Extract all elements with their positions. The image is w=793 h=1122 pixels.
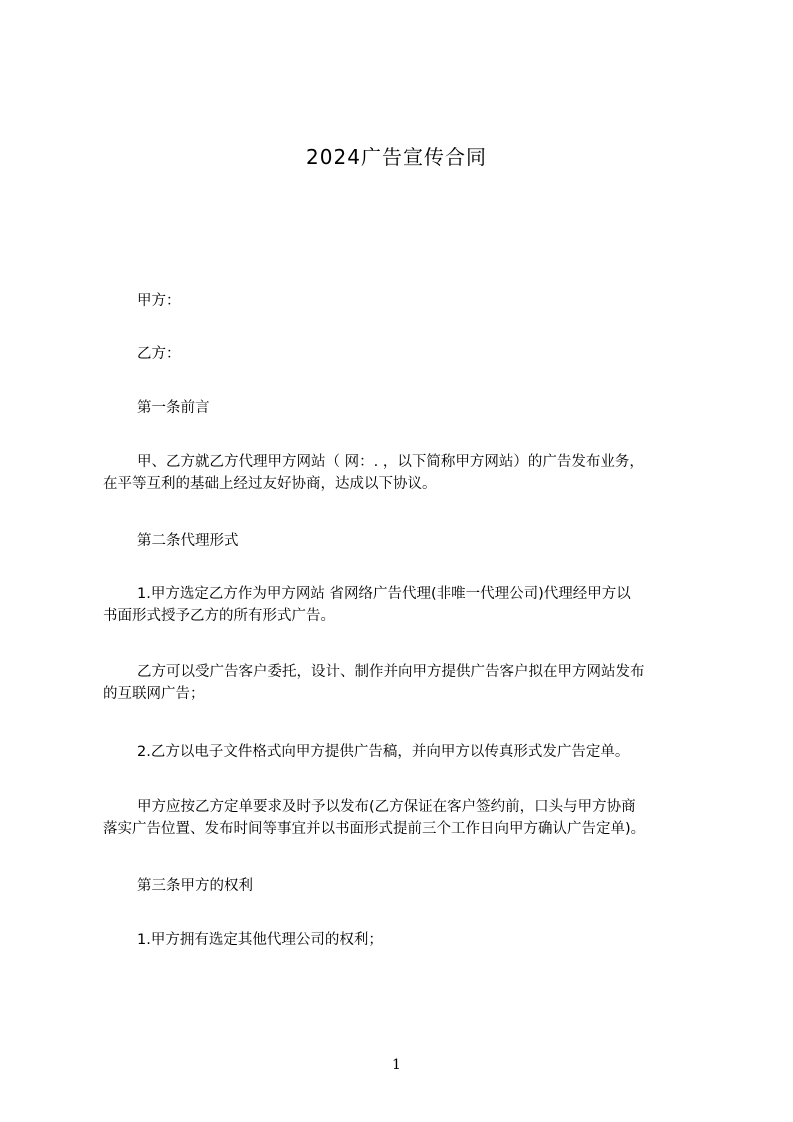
article-2-clause-2-paragraph-2-line-2: 落实广告位置、发布时间等事宜并以书面形式提前三个工作日向甲方确认广告定单)。 — [103, 821, 646, 837]
article-2-clause-2: 2.乙方以电子文件格式向甲方提供广告稿，并向甲方以传真形式发广告定单。 — [137, 744, 630, 760]
article-2-clause-1-paragraph-2-line-2: 的互联网广告； — [103, 686, 205, 702]
article-3-heading: 第三条甲方的权利 — [137, 878, 253, 894]
article-1-paragraph — [103, 451, 703, 495]
article-2-clause-1-paragraph-2-line-1: 乙方可以受广告客户委托，设计、制作并向甲方提供广告客户拟在甲方网站发布 — [137, 664, 645, 680]
article-1-paragraph-line-2: 在平等互利的基础上经过友好协商，达成以下协议。 — [103, 476, 437, 492]
article-2-clause-2-paragraph-2 — [103, 796, 703, 840]
party-a-line: 甲方： — [137, 293, 181, 309]
document-title: 2024广告宣传合同 — [306, 145, 487, 169]
article-2-clause-1-line-1: 1.甲方选定乙方作为甲方网站 省网络广告代理(非唯一代理公司)代理经甲方以 — [137, 586, 631, 602]
party-b-line: 乙方： — [137, 346, 181, 362]
article-2-clause-1-line-2: 书面形式授予乙方的所有形式广告。 — [103, 608, 335, 624]
article-2-heading: 第二条代理形式 — [137, 533, 239, 549]
article-1-paragraph-line-1: 甲、乙方就乙方代理甲方网站（ 网：. ，以下简称甲方网站）的广告发布业务， — [137, 454, 644, 470]
article-1-heading: 第一条前言 — [137, 400, 210, 416]
article-2-clause-1 — [103, 583, 703, 627]
article-2-clause-2-paragraph-2-line-1: 甲方应按乙方定单要求及时予以发布(乙方保证在客户签约前，口头与甲方协商 — [137, 799, 636, 815]
page-number: 1 — [392, 1057, 401, 1073]
article-3-clause-1: 1.甲方拥有选定其他代理公司的权利； — [137, 932, 383, 948]
article-2-clause-1-paragraph-2 — [103, 661, 703, 705]
